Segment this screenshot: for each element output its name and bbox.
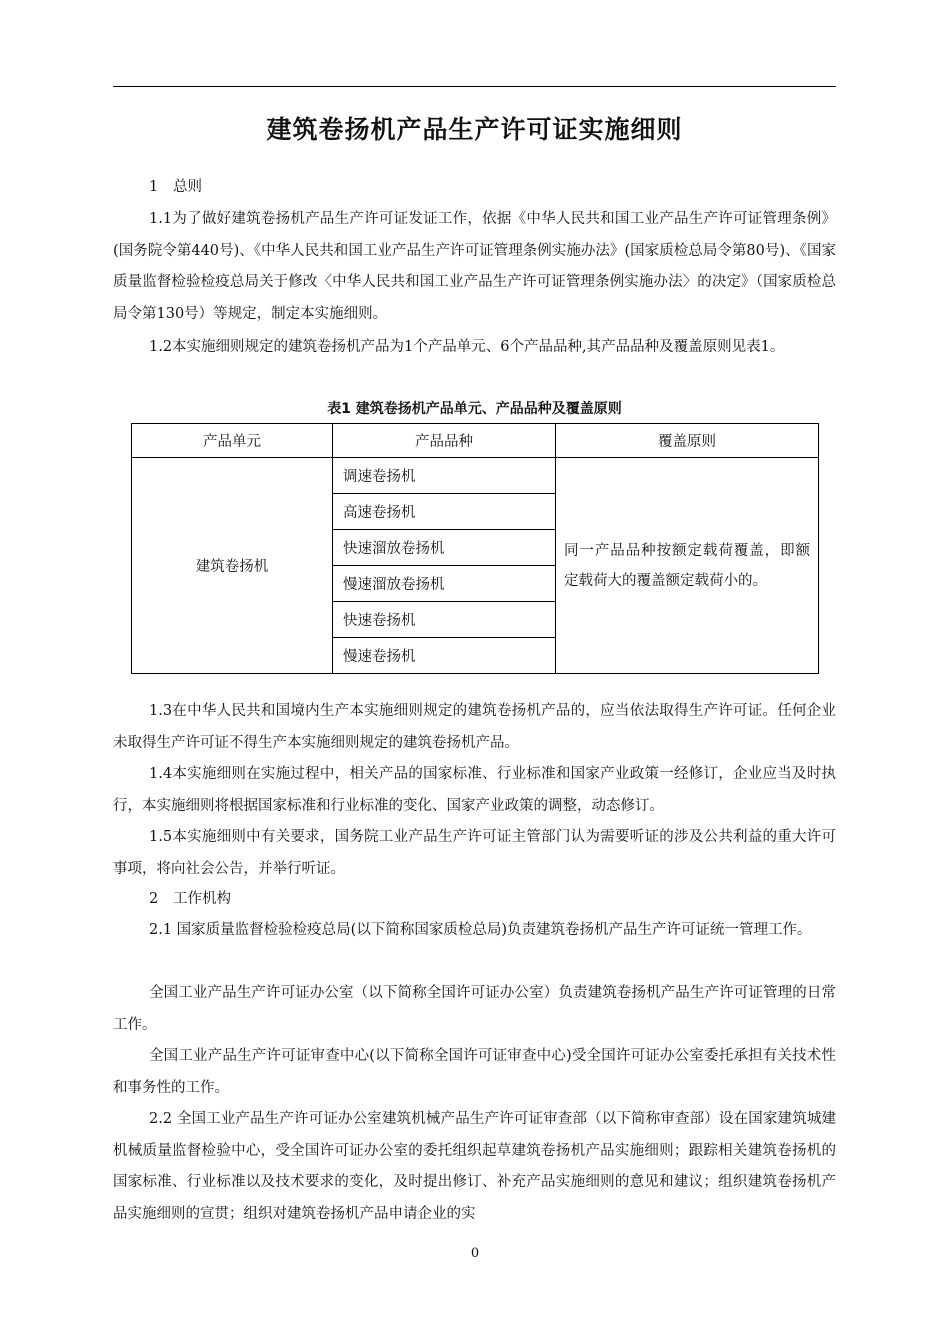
variety-cell: 慢速卷扬机 bbox=[333, 638, 556, 674]
table-header-row bbox=[132, 424, 819, 458]
variety-cell: 慢速溜放卷扬机 bbox=[333, 566, 556, 602]
header-unit: 产品单元 bbox=[132, 424, 333, 458]
variety-cell: 快速卷扬机 bbox=[333, 602, 556, 638]
section-title: 工作机构 bbox=[173, 891, 231, 907]
paragraph-1-2: 1.2本实施细则规定的建筑卷扬机产品为1个产品单元、6个产品品种,其产品品种及覆盖原则见表1。 bbox=[149, 339, 785, 355]
paragraph-1-3: 1.3在中华人民共和国境内生产本实施细则规定的建筑卷扬机产品的，应当依法取得生产许可证。任何企业未取得生产许可证不得生产本实施细则规定的建筑卷扬机产品。 bbox=[113, 703, 836, 751]
variety-cell: 快速溜放卷扬机 bbox=[333, 530, 556, 566]
document-title: 建筑卷扬机产品生产许可证实施细则 bbox=[266, 115, 683, 144]
principle-cell: 同一产品品种按额定载荷覆盖，即额定载荷大的覆盖额定载荷小的。 bbox=[556, 458, 819, 674]
section-number: 1 bbox=[149, 179, 159, 195]
paragraph-1-1: 1.1为了做好建筑卷扬机产品生产许可证发证工作，依据《中华人民共和国工业产品生产许可证管理条例》(国务院令第440号)、《中华人民共和国工业产品生产许可证管理条例实施办法》(国家质检总局令第80号)、《国家质量监督检验检疫总局关于修改〈中华人民共和国工业产品生产许可证管理条例实施办法〉的决定》（国家质检总局令第130号）等规定，制定本实施细则。 bbox=[113, 211, 836, 322]
header-variety: 产品品种 bbox=[333, 424, 556, 458]
header-principle: 覆盖原则 bbox=[556, 424, 819, 458]
header-rule bbox=[113, 86, 836, 87]
paragraph-2-1: 2.1 国家质量监督检验检疫总局(以下简称国家质检总局)负责建筑卷扬机产品生产许可证统一管理工作。 bbox=[149, 922, 812, 938]
paragraph-1-4: 1.4本实施细则在实施过程中，相关产品的国家标准、行业标准和国家产业政策一经修订，企业应当及时执行，本实施细则将根据国家标准和行业标准的变化、国家产业政策的调整，动态修订。 bbox=[113, 766, 836, 814]
paragraph-2-1b: 全国工业产品生产许可证办公室（以下简称全国许可证办公室）负责建筑卷扬机产品生产许可证管理的日常工作。 bbox=[113, 985, 836, 1033]
table-row bbox=[132, 458, 819, 494]
paragraph-1-5: 1.5本实施细则中有关要求，国务院工业产品生产许可证主管部门认为需要听证的涉及公共利益的重大许可事项，将向社会公告，并举行听证。 bbox=[113, 829, 836, 877]
paragraph-2-1c: 全国工业产品生产许可证审查中心(以下简称全国许可证审查中心)受全国许可证办公室委托承担有关技术性和事务性的工作。 bbox=[113, 1048, 836, 1096]
variety-cell: 调速卷扬机 bbox=[333, 458, 556, 494]
section-title: 总则 bbox=[173, 179, 202, 195]
page-number: 0 bbox=[470, 1246, 480, 1261]
paragraph-2-2: 2.2 全国工业产品生产许可证办公室建筑机械产品生产许可证审查部（以下简称审查部）设在国家建筑城建机械质量监督检验中心，受全国许可证办公室的委托组织起草建筑卷扬机产品实施细则；跟踪相关建筑卷扬机的国家标准、行业标准以及技术要求的变化，及时提出修订、补充产品实施细则的意见和建议；组织建筑卷扬机产品实施细则的宣贯；组织对建筑卷扬机产品申请企业的实 bbox=[113, 1111, 836, 1222]
product-unit-cell: 建筑卷扬机 bbox=[132, 458, 333, 674]
product-table bbox=[131, 423, 819, 674]
section-heading-2 bbox=[149, 884, 231, 916]
variety-cell: 高速卷扬机 bbox=[333, 494, 556, 530]
section-number: 2 bbox=[149, 891, 159, 907]
table-caption: 表1 建筑卷扬机产品单元、产品品种及覆盖原则 bbox=[327, 401, 622, 417]
section-heading-1 bbox=[149, 172, 202, 204]
